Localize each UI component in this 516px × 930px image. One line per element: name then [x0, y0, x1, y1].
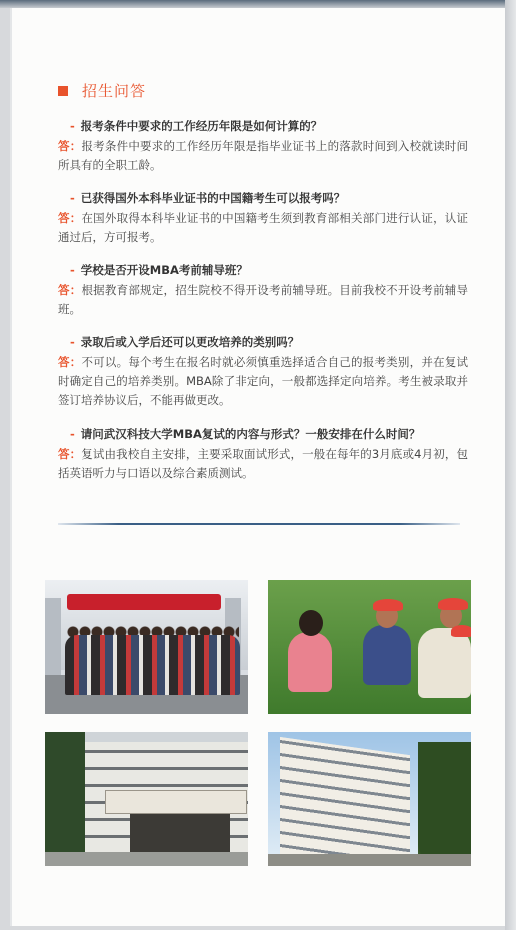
person-striped-shirt [363, 625, 411, 685]
group-of-people [65, 635, 240, 695]
answer-label: 答： [58, 355, 82, 369]
dash-icon: - [70, 119, 75, 133]
section-divider [58, 523, 460, 525]
answer-label: 答： [58, 447, 82, 461]
group-photo [45, 580, 248, 714]
red-cap-icon [438, 598, 468, 610]
tall-building [280, 737, 410, 866]
question [58, 426, 468, 443]
lawn-activity-photo [268, 580, 471, 714]
qa-item [58, 262, 468, 319]
answer-text: 根据教育部规定，招生院校不得开设考前辅导班。目前我校不开设考前辅导班。 [58, 283, 469, 316]
person-pink-shirt [288, 632, 332, 692]
dash-icon: - [70, 263, 75, 277]
ground [268, 854, 471, 866]
building-sign [105, 790, 247, 814]
answer-text: 在国外取得本科毕业证书的中国籍考生须到教育部相关部门进行认证，认证通过后，方可报考。 [58, 211, 469, 244]
building-entrance [130, 814, 230, 856]
person-white-shirt [418, 628, 471, 698]
ground [45, 852, 248, 866]
answer-label: 答： [58, 211, 82, 225]
red-banner [67, 594, 221, 610]
question [58, 118, 468, 135]
scan-top-edge [0, 0, 516, 8]
answer [58, 353, 468, 410]
question-text: 录取后或入学后还可以更改培养的类别吗？ [80, 335, 300, 349]
qa-item [58, 190, 468, 247]
question-text: 请问武汉科技大学MBA复试的内容与形式？一般安排在什么时间？ [80, 427, 421, 441]
question [58, 334, 468, 351]
dash-icon: - [70, 335, 75, 349]
question-text: 学校是否开设MBA考前辅导班？ [80, 263, 248, 277]
question-text: 报考条件中要求的工作经历年限是如何计算的？ [80, 119, 323, 133]
red-cap-icon [451, 625, 471, 637]
question [58, 262, 468, 279]
qa-item [58, 334, 468, 410]
qa-item [58, 118, 468, 175]
section-heading [58, 80, 146, 101]
answer-label: 答： [58, 283, 82, 297]
red-cap-icon [373, 599, 403, 611]
dash-icon: - [70, 191, 75, 205]
section-title: 招生问答 [82, 82, 147, 100]
campus-building-photo [268, 732, 471, 866]
answer [58, 281, 468, 319]
answer-text: 报考条件中要求的工作经历年限是指毕业证书上的落款时间到入校就读时间所具有的全职工龄。 [58, 139, 469, 172]
answer [58, 137, 468, 175]
scan-right-edge [505, 0, 516, 930]
square-bullet-icon [58, 86, 68, 96]
question-text: 已获得国外本科毕业证书的中国籍考生可以报考吗？ [80, 191, 346, 205]
tree [418, 742, 471, 866]
answer-text: 复试由我校自主安排，主要采取面试形式，一般在每年的3月底或4月初，包括英语听力与口语以及综合素质测试。 [58, 447, 468, 480]
answer-text: 不可以。每个考生在报名时就必须慎重选择适合自己的报考类别，并在复试时确定自己的培养类别。MBA除了非定向，一般都选择定向培养。考生被录取并签订培养协议后，不能再做更改。 [58, 355, 469, 407]
answer [58, 445, 468, 483]
person-head [299, 610, 323, 636]
dash-icon: - [70, 427, 75, 441]
answer [58, 209, 468, 247]
qa-item [58, 426, 468, 483]
pillar [45, 598, 61, 678]
school-building-photo [45, 732, 248, 866]
tree [45, 732, 85, 866]
question [58, 190, 468, 207]
answer-label: 答： [58, 139, 82, 153]
